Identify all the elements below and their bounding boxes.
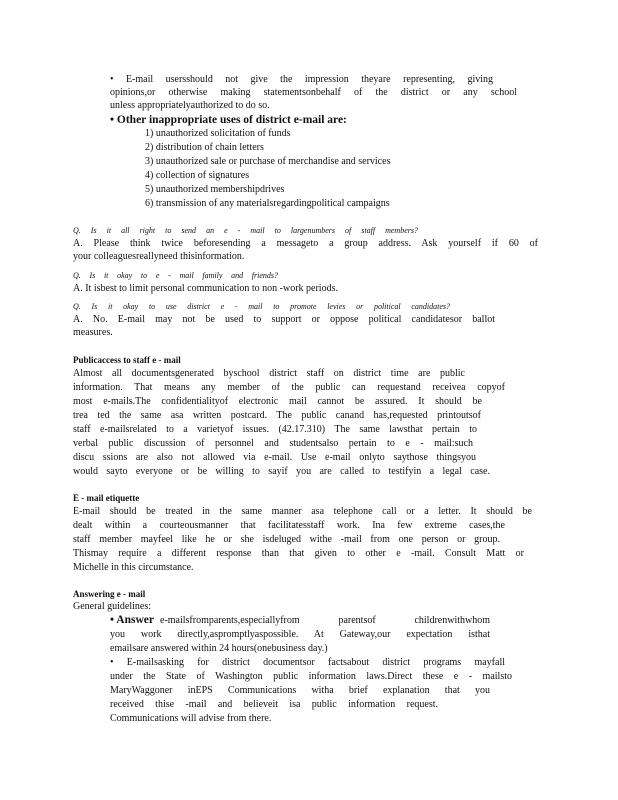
section-heading: Answering e - mail — [73, 589, 146, 599]
bullet-line: received thise -mail and believeit isa public information request. — [110, 699, 438, 710]
answer-line: your colleaguesreallyneed thisinformation. — [73, 251, 245, 262]
list-item: 2) distribution of chain letters — [145, 142, 264, 153]
bullet-line: unless appropriatelyauthorized to do so. — [110, 100, 270, 111]
bullet-line: e-mailsfromparents,especiallyfrom parentsof childrenwithwhom — [160, 615, 490, 626]
bullet-line: MaryWaggoner inEPS Communications witha brief explanation that you — [110, 685, 490, 696]
question: Q. Is it all right to send an e - mail to largenumbers of staff members? — [73, 226, 418, 235]
bullet-line: • E-mail usersshould not give the impression theyare representing, giving — [110, 74, 493, 85]
paragraph-line: most e-mails.The confidentialityof electronic mail cannot be assured. It should be — [73, 396, 482, 407]
paragraph-line: information. That means any member of the public can requestand receivea copyof — [73, 382, 505, 393]
bullet-line: • E-mailsasking for district documentsor factsabout district programs mayfall — [110, 657, 505, 668]
paragraph-line: trea ted the same asa written postcard. The public canand has,requested printoutsof — [73, 410, 481, 421]
answer-line: A. No. E-mail may not be used to support or oppose political candidatesor ballot — [73, 314, 495, 325]
section-heading: • Other inappropriate uses of district e-mail are: — [110, 114, 347, 126]
answer-line: A. Please think twice beforesending a messageto a group address. Ask yourself if 60 of — [73, 238, 538, 249]
bullet-line: Communications will advise from there. — [110, 713, 272, 724]
section-heading: E - mail etiquette — [73, 493, 140, 503]
question: Q. Is it okay to e - mail family and friends? — [73, 271, 278, 280]
bullet-line: you work directly,aspromptlyaspossible. At Gateway,our expectation isthat — [110, 629, 490, 640]
paragraph-line: discu ssions are also not allowed via e-mail. Use e-mail onlyto saythose thingsyou — [73, 452, 476, 463]
list-item: 4) collection of signatures — [145, 170, 250, 181]
paragraph-line: Michelle in this circumstance. — [73, 562, 194, 573]
bullet-line: opinions,or otherwise making statementsonbehalf of the district or any school — [110, 87, 517, 98]
paragraph-line: staff member mayfeel like he or she isdeluged withe -mail from one person or group. — [73, 534, 500, 545]
paragraph-line: verbal public discussion of personnel and studentsalso pertain to e - mail:such — [73, 438, 473, 449]
bullet-line: emailsare answered within 24 hours(onebusiness day.) — [110, 643, 328, 654]
paragraph-line: dealt within a courteousmanner that facilitatesstaff work. Ina few extreme cases,the — [73, 520, 505, 531]
answer-line: A. It isbest to limit personal communication to non -work periods. — [73, 283, 338, 294]
section-heading: Publicaccess to staff e - mail — [73, 355, 181, 365]
list-item: 3) unauthorized sale or purchase of merchandise and services — [145, 156, 391, 167]
paragraph-line: E-mail should be treated in the same manner asa telephone call or a letter. It should be — [73, 506, 532, 517]
list-item: 1) unauthorized solicitation of funds — [145, 128, 291, 139]
question: Q. Is it okay to use district e - mail to promote levies or political candidates? — [73, 302, 450, 311]
bullet-lead-text: • Answer — [110, 614, 154, 626]
paragraph-line: Thismay require a different response than that given to other e -mail. Consult Matt or — [73, 548, 524, 559]
subheading: General guidelines: — [73, 601, 152, 612]
answer-line: measures. — [73, 327, 113, 338]
list-item: 5) unauthorized membershipdrives — [145, 184, 285, 195]
paragraph-line: would sayto everyone or be willing to sayif you are called to testifyin a legal case. — [73, 466, 490, 477]
list-item: 6) transmission of any materialsregardingpolitical campaigns — [145, 198, 390, 209]
bullet-line: under the State of Washington public information laws.Direct these e - mailsto — [110, 671, 512, 682]
paragraph-line: Almost all documentsgenerated byschool district staff on district time are public — [73, 368, 465, 379]
paragraph-line: staff e-mailsrelated to a varietyof issues. (42.17.310) The same lawsthat pertain to — [73, 424, 477, 435]
